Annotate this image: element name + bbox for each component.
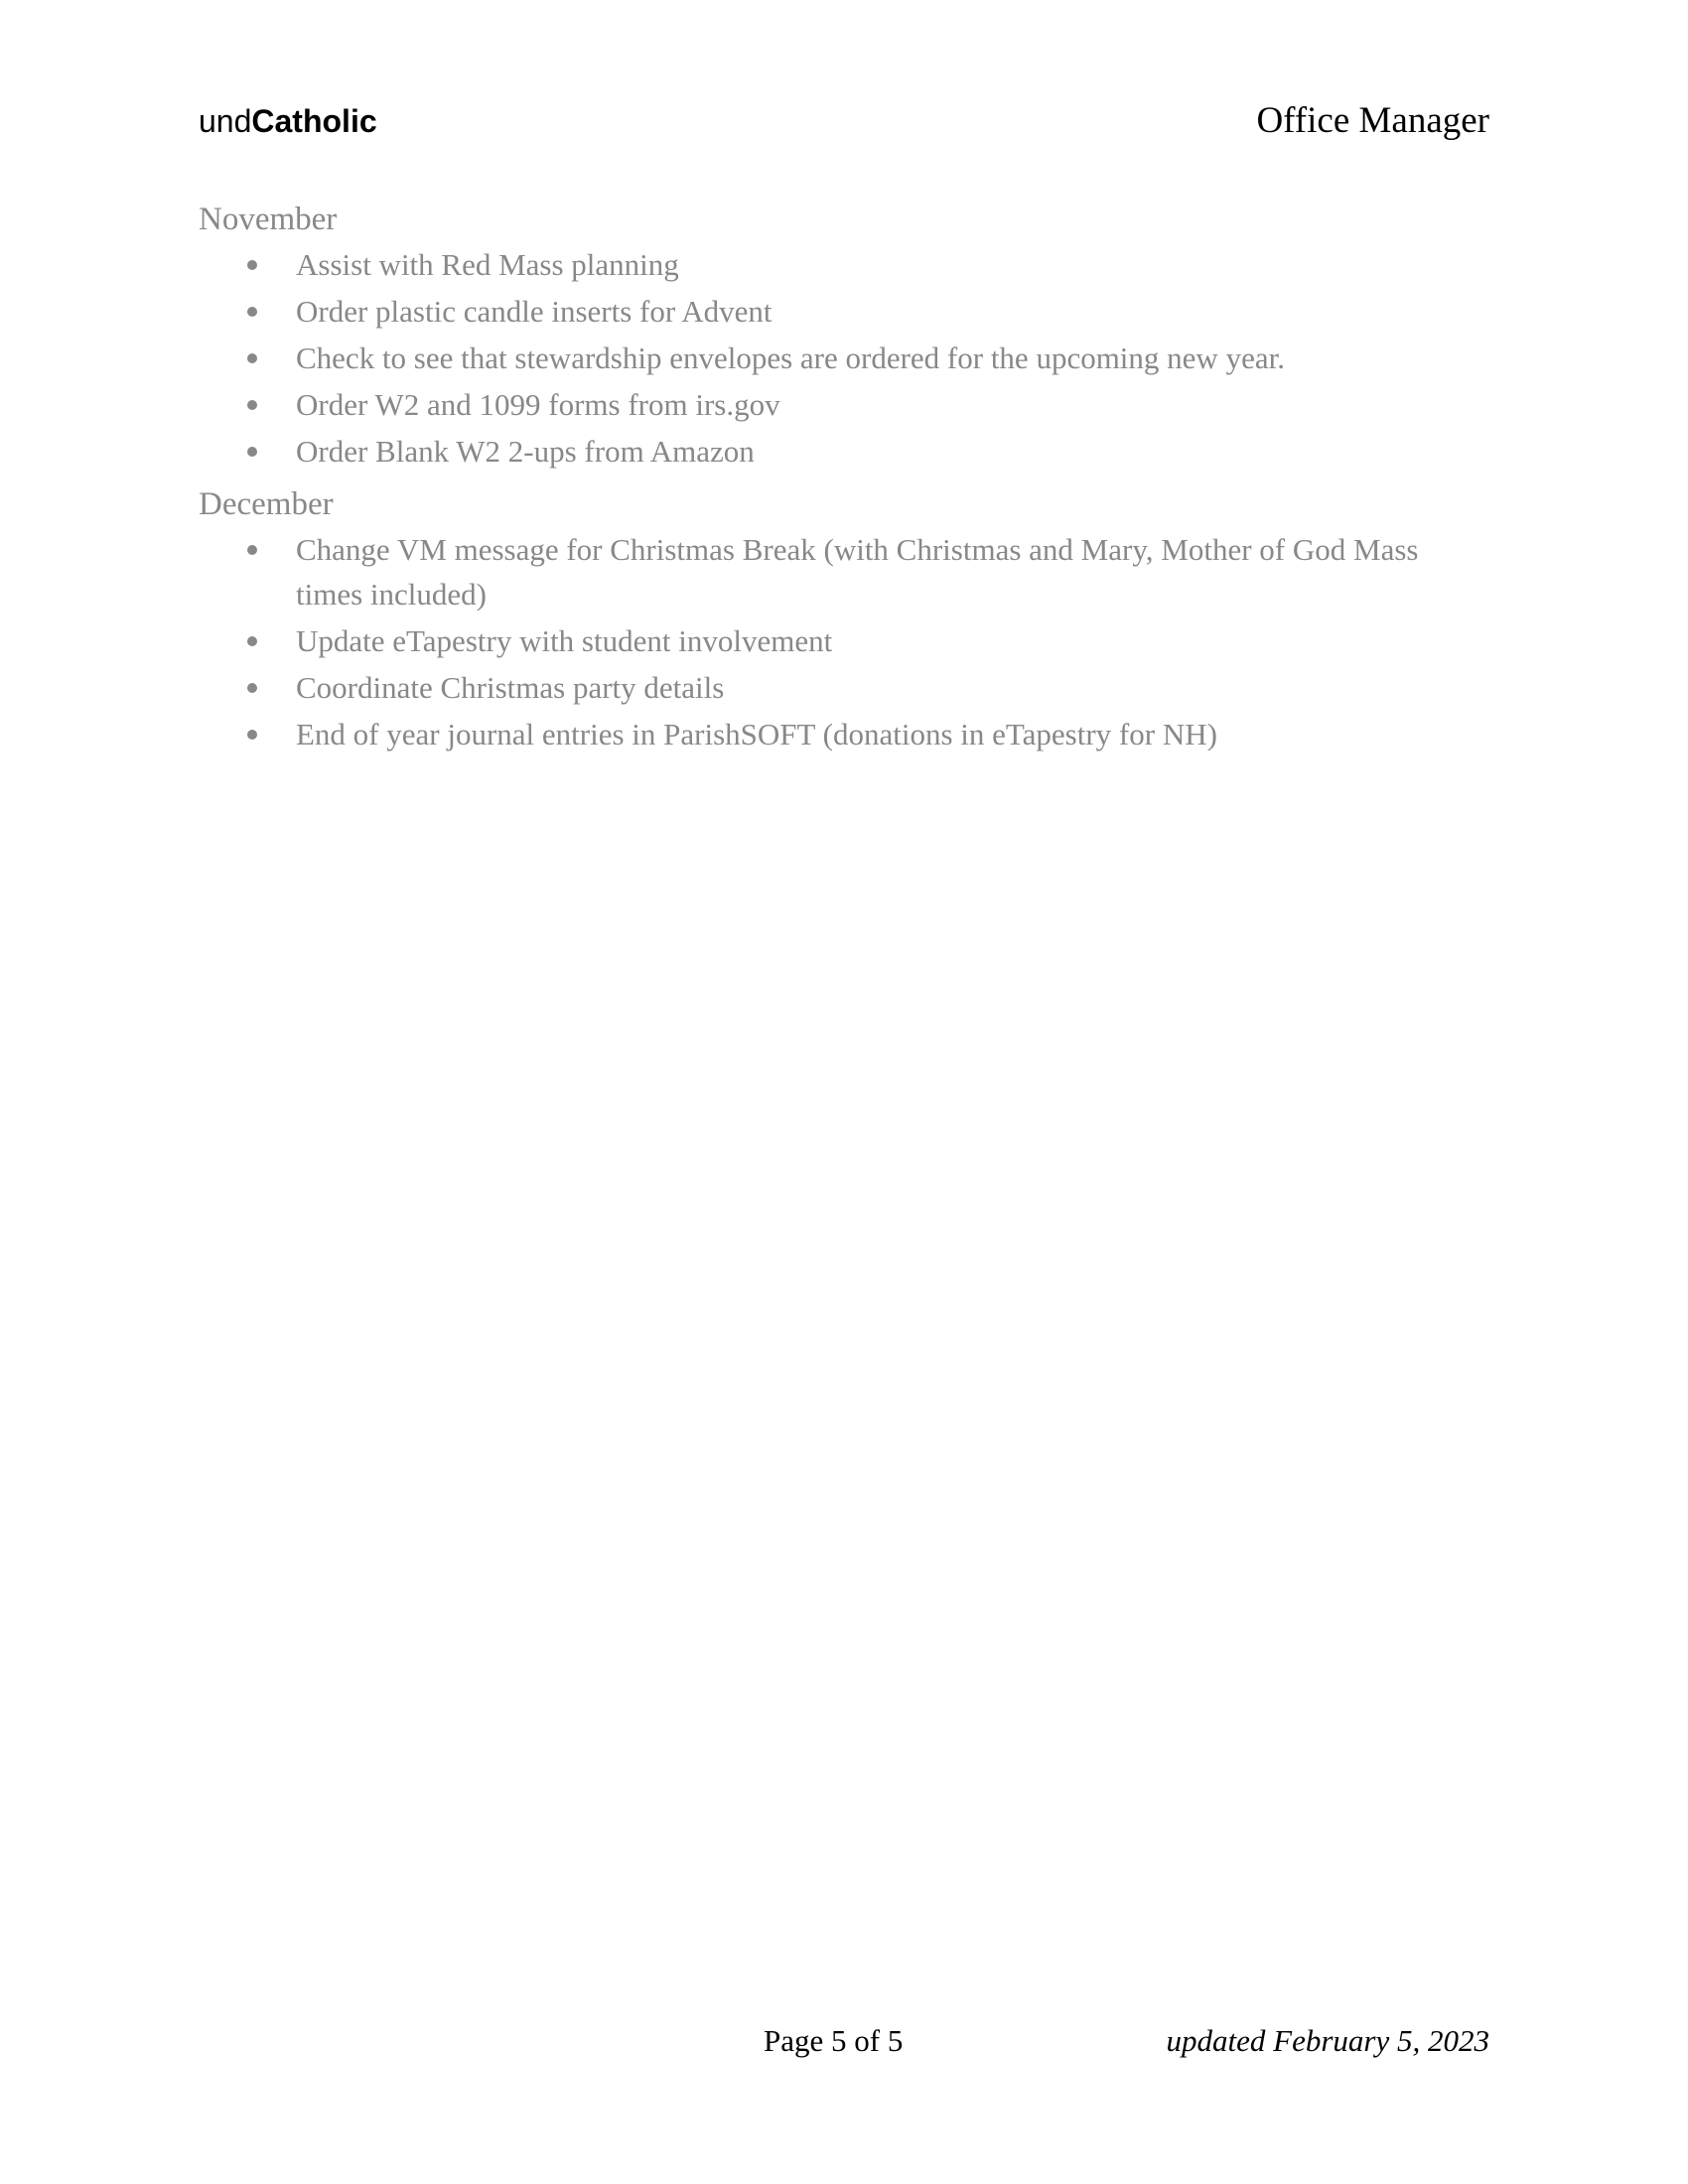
list-item bbox=[199, 242, 1489, 287]
list-item bbox=[199, 527, 1489, 616]
list-item bbox=[199, 712, 1489, 756]
task-list bbox=[199, 527, 1489, 756]
page-header bbox=[199, 97, 1489, 145]
bullet-icon bbox=[247, 260, 257, 270]
task-text: Order W2 and 1099 forms from irs.gov bbox=[296, 387, 780, 422]
month-section-november bbox=[199, 197, 1489, 474]
bullet-icon bbox=[247, 307, 257, 317]
bullet-icon bbox=[247, 636, 257, 646]
task-text: Check to see that stewardship envelopes are ordered for the upcoming new year. bbox=[296, 341, 1285, 375]
task-text: Coordinate Christmas party details bbox=[296, 670, 725, 705]
document-title: Office Manager bbox=[1256, 100, 1489, 141]
brand-prefix: und bbox=[199, 103, 252, 139]
month-heading: December bbox=[199, 486, 334, 522]
page-footer bbox=[199, 2017, 1489, 2065]
list-item bbox=[199, 429, 1489, 474]
bullet-icon bbox=[247, 400, 257, 410]
month-heading: November bbox=[199, 202, 338, 237]
task-text: Assist with Red Mass planning bbox=[296, 247, 679, 282]
list-item bbox=[199, 618, 1489, 663]
brand-bold: Catholic bbox=[251, 103, 377, 139]
bullet-icon bbox=[247, 353, 257, 363]
bullet-icon bbox=[247, 683, 257, 693]
task-text: Change VM message for Christmas Break (with Christmas and Mary, Mother of God Mass times included) bbox=[296, 532, 1419, 612]
bullet-icon bbox=[247, 730, 257, 740]
task-text: Order plastic candle inserts for Advent bbox=[296, 294, 773, 329]
bullet-icon bbox=[247, 545, 257, 555]
list-item bbox=[199, 382, 1489, 427]
bullet-icon bbox=[247, 447, 257, 457]
month-section-december bbox=[199, 481, 1489, 756]
list-item bbox=[199, 289, 1489, 334]
task-text: End of year journal entries in ParishSOFT (donations in eTapestry for NH) bbox=[296, 717, 1217, 751]
updated-date: updated February 5, 2023 bbox=[1166, 2023, 1489, 2058]
page-number: Page 5 of 5 bbox=[764, 2023, 904, 2058]
task-list bbox=[199, 242, 1489, 474]
task-text: Order Blank W2 2-ups from Amazon bbox=[296, 434, 755, 469]
list-item bbox=[199, 336, 1489, 380]
task-calendar bbox=[199, 197, 1489, 758]
task-text: Update eTapestry with student involvement bbox=[296, 623, 833, 658]
list-item bbox=[199, 665, 1489, 710]
brand-logo bbox=[199, 97, 377, 145]
